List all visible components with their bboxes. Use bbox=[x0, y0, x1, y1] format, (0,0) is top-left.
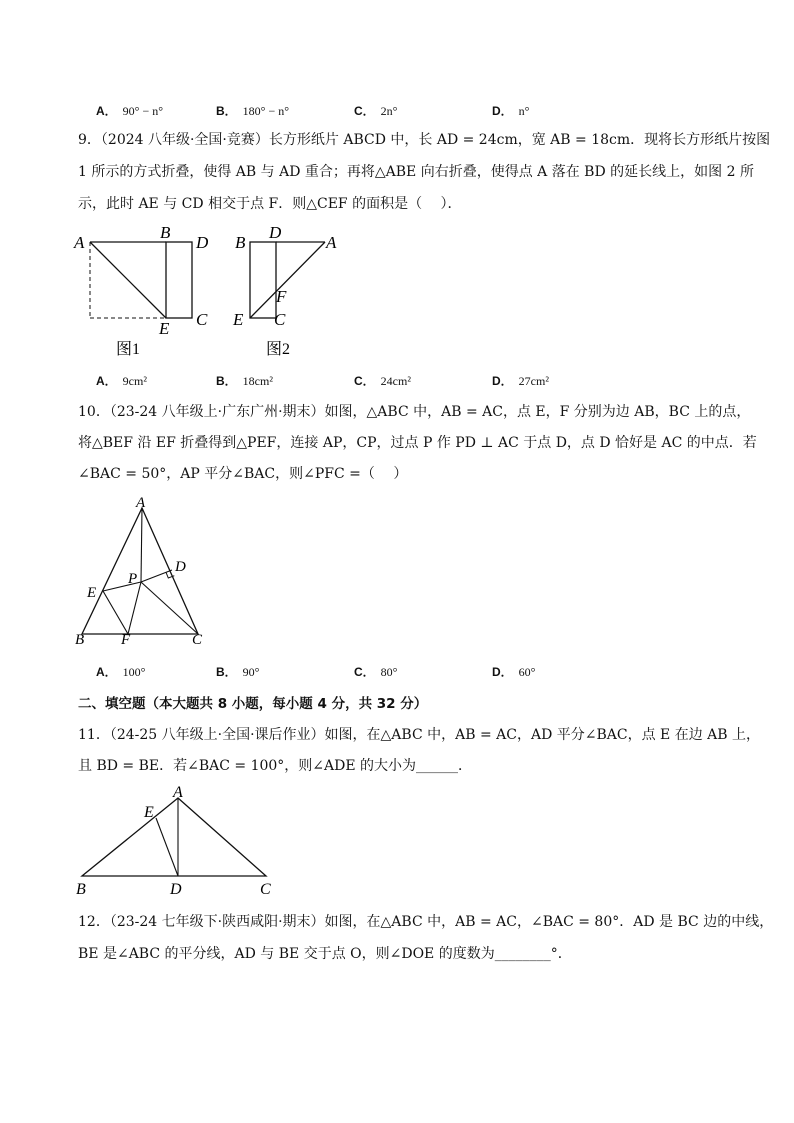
section-2-heading: 二、填空题（本大题共 8 小题，每小题 4 分，共 32 分） bbox=[78, 696, 428, 712]
q10-option-c[interactable]: C． 80° bbox=[354, 665, 398, 679]
q11-figure bbox=[70, 780, 290, 904]
fig1-label-c: C bbox=[196, 310, 208, 329]
q11-label-b: B bbox=[76, 881, 86, 898]
q11-label-c: C bbox=[260, 881, 271, 898]
fig2-caption: 图2 bbox=[266, 341, 291, 358]
q11-line-2: 且 BD = BE．若∠BAC = 100°，则∠ADE 的大小为______． bbox=[78, 758, 473, 774]
q10-line-1: 10．（23-24 八年级上·广东广州·期末）如图，△ABC 中，AB = AC，点 E，F 分别为边 AB，BC 上的点， bbox=[78, 404, 751, 420]
q10-label-c: C bbox=[192, 632, 203, 648]
q10-options bbox=[96, 663, 736, 681]
q8-option-c[interactable]: C． 2n° bbox=[354, 104, 398, 118]
q11-label-e: E bbox=[144, 804, 154, 821]
q9-option-a[interactable]: A． 9cm² bbox=[96, 374, 147, 388]
fig2-label-f: F bbox=[276, 287, 287, 306]
q10-option-b[interactable]: B． 90° bbox=[216, 665, 260, 679]
fig2-label-d: D bbox=[269, 223, 282, 242]
q10-label-e: E bbox=[87, 585, 97, 601]
q9-option-c[interactable]: C． 24cm² bbox=[354, 374, 411, 388]
q10-label-d: D bbox=[175, 559, 186, 575]
fig2-label-e: E bbox=[233, 310, 244, 329]
fig1-label-d: D bbox=[196, 233, 209, 252]
fig2-edge-ae bbox=[250, 242, 325, 318]
q9-option-b[interactable]: B． 18cm² bbox=[216, 374, 273, 388]
q10-line-3: ∠BAC = 50°，AP 平分∠BAC，则∠PFC =（ ） bbox=[78, 466, 408, 482]
fig1-label-b: B bbox=[160, 223, 171, 242]
fig2-label-c: C bbox=[274, 310, 286, 329]
fig2-label-b: B bbox=[235, 233, 246, 252]
q10-figure bbox=[70, 494, 220, 648]
q11-label-a: A bbox=[173, 784, 183, 801]
q10-label-f: F bbox=[121, 632, 131, 648]
q9-line-2: 1 所示的方式折叠，使得 AB 与 AD 重合；再将△ABE 向右折叠，使得点 A 落在 BD 的延长线上，如图 2 所 bbox=[78, 164, 754, 180]
q9-figure-2 bbox=[232, 223, 337, 358]
fig1-caption: 图1 bbox=[116, 341, 141, 358]
q10-label-b: B bbox=[75, 632, 85, 648]
q10-option-a[interactable]: A． 100° bbox=[96, 665, 146, 679]
fig1-label-a: A bbox=[74, 233, 85, 252]
q10-label-p: P bbox=[128, 571, 138, 587]
q12-line-1: 12．（23-24 七年级下·陕西咸阳·期末）如图，在△ABC 中，AB = AC，∠BAC = 80°．AD 是 BC 边的中线， bbox=[78, 914, 774, 930]
q8-option-b[interactable]: B． 180° − n° bbox=[216, 104, 290, 118]
fig2-rect bbox=[250, 242, 276, 318]
q10-seg-ap bbox=[141, 508, 142, 582]
q11-seg-ed bbox=[156, 818, 178, 876]
q8-options bbox=[96, 102, 736, 120]
q9-option-d[interactable]: D． 27cm² bbox=[492, 374, 549, 388]
q10-seg-pf bbox=[128, 582, 141, 634]
q8-option-a[interactable]: A． 90° − n° bbox=[96, 104, 164, 118]
q8-option-d[interactable]: D． n° bbox=[492, 104, 530, 118]
q10-line-2: 将△BEF 沿 EF 折叠得到△PEF，连接 AP，CP，过点 P 作 PD ⊥ AC 于点 D，点 D 恰好是 AC 的中点．若 bbox=[78, 435, 757, 451]
q10-seg-pc bbox=[141, 582, 198, 634]
q10-label-a: A bbox=[136, 495, 146, 511]
q11-line-1: 11．（24-25 八年级上·全国·课后作业）如图，在△ABC 中，AB = AC，AD 平分∠BAC，点 E 在边 AB 上， bbox=[78, 727, 761, 743]
q9-line-3: 示，此时 AE 与 CD 相交于点 F．则△CEF 的面积是（ ）． bbox=[78, 196, 462, 212]
q9-line-1: 9．（2024 八年级·全国·竞赛）长方形纸片 ABCD 中，长 AD = 24cm，宽 AB = 18cm．现将长方形纸片按图 bbox=[78, 132, 771, 148]
q9-options bbox=[96, 372, 736, 390]
q10-seg-ef bbox=[103, 591, 128, 634]
q10-option-d[interactable]: D． 60° bbox=[492, 665, 536, 679]
q11-label-d: D bbox=[170, 881, 182, 898]
q9-figure-1 bbox=[73, 223, 209, 358]
fig1-rect-bdce bbox=[166, 242, 192, 318]
fig2-label-a: A bbox=[326, 233, 337, 252]
fig1-label-e: E bbox=[159, 319, 170, 338]
fig1-fold-ae bbox=[90, 242, 166, 318]
q12-line-2: BE 是∠ABC 的平分线，AD 与 BE 交于点 O，则∠DOE 的度数为________°． bbox=[78, 946, 572, 962]
q9-figures bbox=[60, 222, 360, 364]
